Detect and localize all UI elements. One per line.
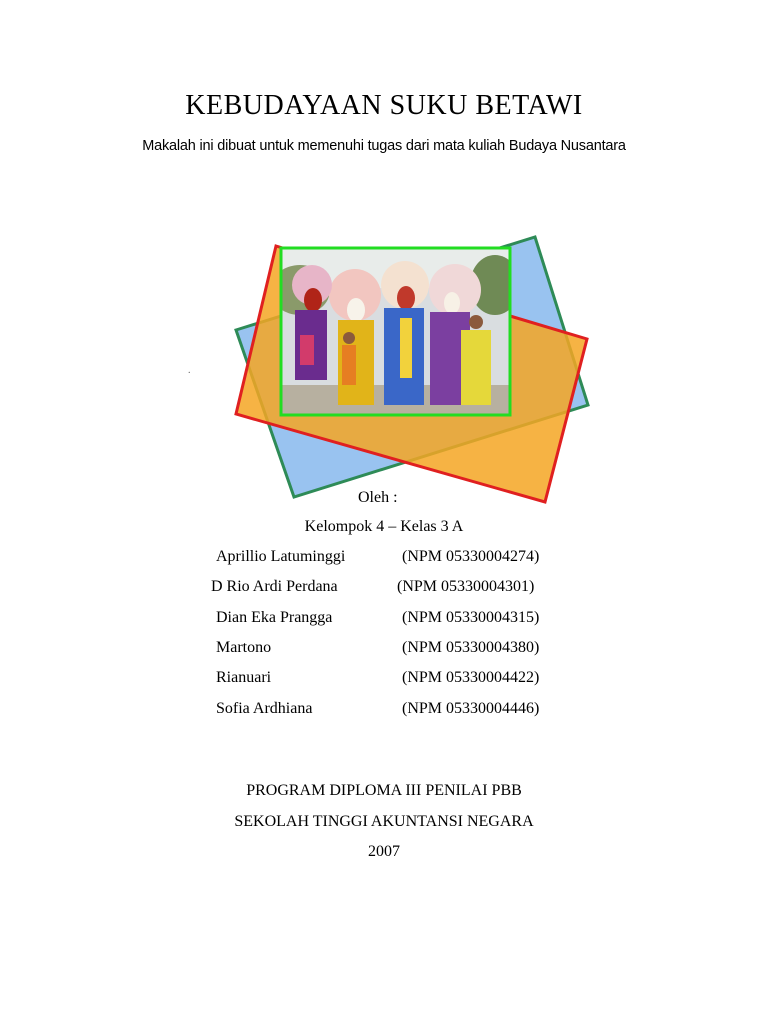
institution-label: SEKOLAH TINGGI AKUNTANSI NEGARA [234, 813, 534, 830]
year-label: 2007 [368, 843, 400, 860]
member-npm: (NPM 05330004301) [397, 578, 535, 595]
member-name: D Rio Ardi Perdana [211, 578, 338, 595]
document-subtitle: Makalah ini dibuat untuk memenuhi tugas dari mata kuliah Budaya Nusantara [142, 138, 626, 154]
member-name: Dian Eka Prangga [216, 609, 333, 626]
member-name: Sofia Ardhiana [216, 700, 313, 717]
member-npm: (NPM 05330004422) [402, 669, 540, 686]
member-npm: (NPM 05330004380) [402, 639, 540, 656]
author-label: Oleh : [358, 489, 398, 506]
group-label: Kelompok 4 – Kelas 3 A [304, 518, 464, 535]
document-title: KEBUDAYAAN SUKU BETAWI [185, 90, 583, 121]
parade-photo [270, 248, 520, 415]
stray-mark: . [188, 365, 191, 376]
member-name: Aprillio Latuminggi [216, 548, 346, 565]
member-npm: (NPM 05330004315) [402, 609, 540, 626]
member-name: Martono [216, 639, 272, 656]
member-name: Rianuari [216, 669, 272, 686]
member-npm: (NPM 05330004446) [402, 700, 540, 717]
member-npm: (NPM 05330004274) [402, 548, 540, 565]
program-label: PROGRAM DIPLOMA III PENILAI PBB [246, 782, 522, 799]
